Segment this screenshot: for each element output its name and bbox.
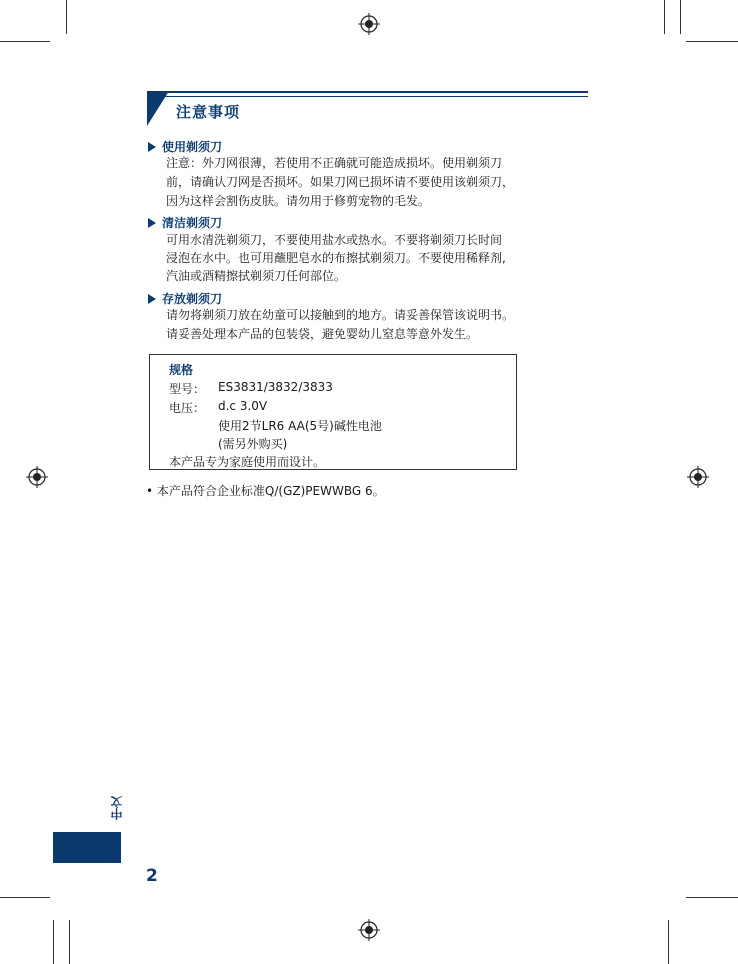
specs-purchase-note: (需另外购买) [218,437,288,451]
crop-mark [686,897,738,898]
section-text-line: 浸泡在水中。也可用蘸肥皂水的布擦拭剃须刀。不要使用稀释剂, [166,251,506,265]
registration-mark-icon [26,466,48,488]
language-label: 中文 [110,796,124,820]
specs-home-use: 本产品专为家庭使用而设计。 [169,455,326,469]
language-tab [53,832,121,863]
specs-title: 规格 [169,363,194,377]
section-text-line: 前，请确认刀网是否损坏。如果刀网已损坏请不要使用该剃须刀， [166,175,515,189]
crop-mark [0,897,50,898]
crop-mark [680,0,681,34]
section-text-line: 注意：外刀网很薄，若使用不正确就可能造成损坏。使用剃须刀 [166,156,503,170]
registration-mark-icon [358,919,380,941]
section-text-line: 因为这样会割伤皮肤。请勿用于修剪宠物的毛发。 [166,194,431,208]
crop-mark [664,0,665,34]
page-number: 2 [146,866,158,886]
registration-mark-icon [358,13,380,35]
specs-model-value: ES3831/3832/3833 [218,380,333,394]
triangle-bullet-icon [148,218,156,228]
triangle-bullet-icon [148,142,156,152]
page-title: 注意事项 [176,103,241,121]
section-text-line: 可用水清洗剃须刀，不要使用盐水或热水。不要将剃须刀长时间 [166,233,503,247]
section-title-clean: 清洁剃须刀 [148,214,222,231]
crop-mark [53,920,54,964]
header-rule [147,91,588,93]
section-text-line: 请妥善处理本产品的包装袋，避免婴幼儿窒息等意外发生。 [166,327,479,341]
standard-footnote: • 本产品符合企业标准Q/(GZ)PEWWBG 6。 [146,484,385,498]
registration-mark-icon [687,466,709,488]
crop-mark [0,41,50,42]
specs-voltage-value: d.c 3.0V [218,399,268,413]
section-title-use: 使用剃须刀 [148,138,222,155]
header-triangle [147,91,169,126]
section-text-line: 请勿将剃须刀放在幼童可以接触到的地方。请妥善保管该说明书。 [166,308,515,322]
specs-model-label: 型号： [169,382,206,396]
crop-mark [69,920,70,964]
specs-battery-line: 使用2节LR6 AA(5号)碱性电池 [218,419,382,433]
crop-mark [668,920,669,964]
section-title-storage: 存放剃须刀 [148,290,222,307]
section-text-line: 汽油或酒精擦拭剃须刀任何部位。 [166,269,347,283]
header-rule [147,96,588,97]
triangle-bullet-icon [148,294,156,304]
specs-voltage-label: 电压： [169,401,206,415]
crop-mark [686,41,738,42]
crop-mark [66,0,67,34]
